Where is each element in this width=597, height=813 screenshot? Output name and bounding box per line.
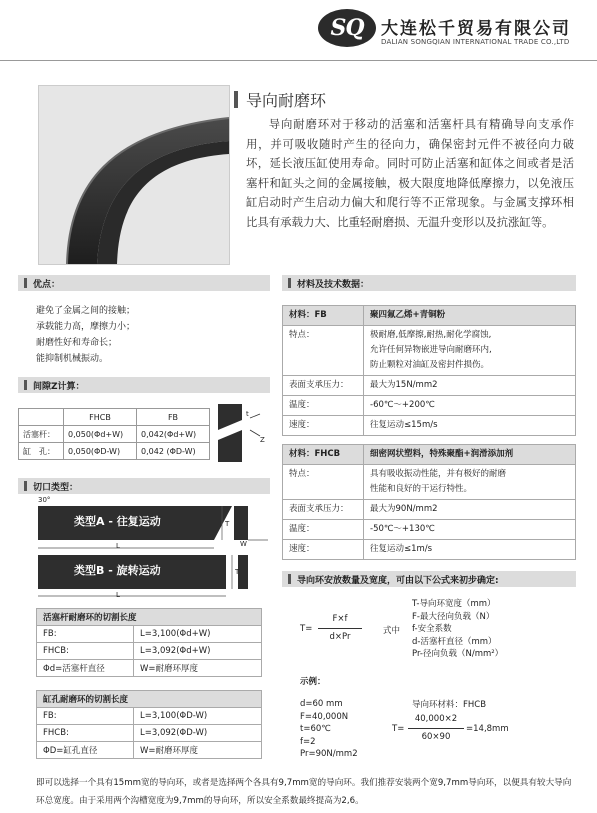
company-name-cn: 大连松千贸易有限公司 [381,19,571,39]
diagram-label-z: Z [260,436,265,444]
table-row: 温度： -60℃～+200℃ [283,396,576,416]
example-result: =14,8mm [466,724,509,734]
dim-L-a: L [116,542,120,550]
diagram-label-t: t [246,410,249,418]
example-T: T= [392,724,405,734]
example-fraction-bar [408,728,464,729]
advantages-header: 优点： [18,275,270,291]
table-row: Φd=活塞杆直径 W=耐磨环厚度 [37,660,262,677]
material-fhcb-table: 材料：FHCB 细密网状塑料，特殊聚酯+润滑添加剂 特点： 具有吸收振动性能，并有极好的耐磨 性能和良好的干运行特性。 表面支承压力： 最大为90N/mm2 温度： -50℃～+130℃ 速度： 往复运动≤1m/s [282,444,576,560]
advantages-list [36,303,135,367]
table-row: 特点： 具有吸收振动性能，并有极好的耐磨 性能和良好的干运行特性。 [283,465,576,500]
table-row: 温度： -50℃～+130℃ [283,520,576,540]
material-fb-table: 材料：FB 聚四氟乙烯+青铜粉 特点： 极耐磨,低摩擦,耐热,耐化学腐蚀, 允许任何异物嵌进导向耐磨环内, 防止颗粒对油缸及密封件损伤。 表面支承压力： 最大为15N/mm2 温度： -60℃～+200℃ 速度： 往复运动≤15m/s [282,305,576,436]
cut-angle: 30° [38,496,51,504]
table-row: 速度： 往复运动≤15m/s [283,416,576,436]
list-item: 能抑制机械振动。 [36,354,109,364]
example-numerator: 40,000×2 [414,714,458,724]
cut-type-a-label: 类型A - 往复运动 [74,515,161,528]
company-logo: SQ [318,9,376,47]
table-row: 活塞杆： 0,050(Φd+W) 0,042(Φd+W) [19,426,210,443]
product-image [38,85,230,265]
table-row: 缸 孔： 0,050(ΦD-W) 0,042 (ΦD-W) [19,443,210,460]
formula-denominator: d×Pr [329,632,351,642]
table-row: FB: L=3,100(Φd+W) [37,626,262,643]
fraction-bar [318,628,362,629]
width-calc-header: 导向环安放数量及宽度，可由以下公式来初步确定: [282,571,576,587]
list-item: 承载能力高，摩擦力小； [36,322,136,332]
table-row: 表面支承压力： 最大为90N/mm2 [283,500,576,520]
header-divider [0,60,597,61]
gap-table: FHCB FB 活塞杆： 0,050(Φd+W) 0,042(Φd+W) 缸 孔： 0,050(ΦD-W) 0,042 (ΦD-W) [18,408,210,460]
example-values: d=60 mm F=40,000N t=60℃ f=2 Pr=90N/mm2 [300,699,358,759]
rod-cut-length-table: 活塞杆耐磨环的切割长度 FB: L=3,100(Φd+W) FHCB: L=3,092(Φd+W) Φd=活塞杆直径 W=耐磨环厚度 [36,608,262,677]
gap-diagram [216,402,272,464]
table-row: FHCB: L=3,092(ΦD-W) [37,725,262,742]
bore-cut-length-table: 缸孔耐磨环的切割长度 FB: L=3,100(ΦD-W) FHCB: L=3,092(ΦD-W) ΦD=缸孔直径 W=耐磨环厚度 [36,690,262,759]
gap-header: 间隙Z计算： [18,377,270,393]
table-row: FB: L=3,100(ΦD-W) [37,708,262,725]
example-material: 导向环材料：FHCB [412,700,487,710]
formula-T: T= [300,624,313,634]
list-item: 耐磨性好和寿命长； [36,338,118,348]
cut-type-b-label: 类型B - 旋转运动 [74,564,161,577]
intro-paragraph: 导向耐磨环对于移动的活塞和活塞杆具有精确导向支承作用，并可吸收随时产生的径向力，确保密封元件不被径向力破坏，延长液压缸使用寿命。同时可防止活塞和缸体之间或者是活塞杆和缸头之间的金属接触，极大限度地降低摩擦力，以免液压缸启动时产生启动力偏大和爬行等不正常现象。与金属支撑环相比具有承载力大、比重轻耐磨损、无温升变形以及抗涨缸等。 [246,117,574,229]
table-row: ΦD=缸孔直径 W=耐磨环厚度 [37,742,262,759]
cut-type-header: 切口类型： [18,478,270,494]
table-row: 速度： 往复运动≤1m/s [283,540,576,560]
company-name-en: DALIAN SONGQIAN INTERNATIONAL TRADE CO.,LTD [381,38,570,46]
materials-header: 材料及技术数据： [282,275,576,291]
example-denominator: 60×90 [421,732,451,742]
formula-definitions: T-导向环宽度（mm） F-最大径向负载（N） f-安全系数 d-活塞杆直径（mm） Pr-径向负载（N/mm²） [412,599,504,659]
table-row: 特点： 极耐磨,低摩擦,耐热,耐化学腐蚀, 允许任何异物嵌进导向耐磨环内, 防止颗粒对油缸及密封件损伤。 [283,326,576,376]
dim-T-b: T [235,568,240,576]
footer-note: 即可以选择一个具有15mm宽的导向环，或者是选择两个各具有9,7mm宽的导向环。我们推荐安装两个宽9,7mm导向环，以便具有较大导向环总宽度。由于采用两个沟槽宽度为9,7mm的导向环，所以安全系数最终提高为2,6。 [36,778,572,806]
list-item: 避免了金属之间的接触； [36,306,136,316]
formula-where: 式中 [383,626,401,636]
table-row: 表面支承压力： 最大为15N/mm2 [283,376,576,396]
example-label: 示例： [300,677,326,687]
dim-T-a: T [225,520,230,528]
table-row: FHCB: L=3,092(Φd+W) [37,643,262,660]
formula-numerator: F×f [332,614,348,624]
dim-L-b: L [116,591,120,599]
section-title: 导向耐磨环 [234,88,326,111]
dim-W: W [240,540,247,548]
